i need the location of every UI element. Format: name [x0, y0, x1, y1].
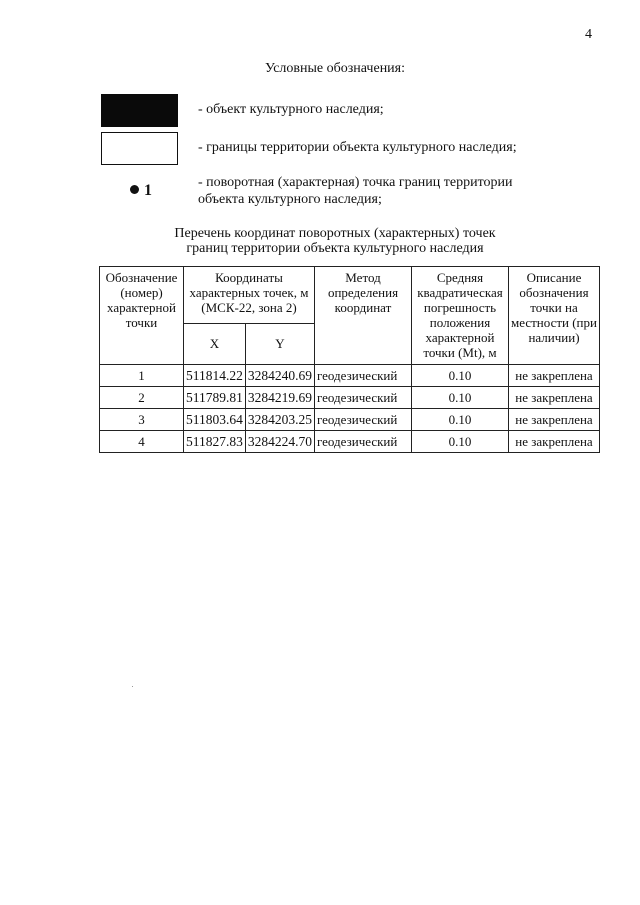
cell-error: 0.10 — [412, 431, 509, 453]
territory-boundary-swatch — [101, 132, 178, 165]
header-x: X — [184, 323, 246, 364]
cell-x: 511803.64 — [184, 409, 246, 431]
cell-y: 3284203.25 — [245, 409, 314, 431]
legend-item-heritage-object: - объект культурного наследия; — [198, 102, 384, 117]
header-y: Y — [245, 323, 314, 364]
cell-method: геодезический — [315, 365, 412, 387]
coordinates-table — [99, 266, 600, 453]
header-coordinates: Координаты характерных точек, м (МСК-22, зона 2) — [184, 267, 315, 324]
cell-x: 511789.81 — [184, 387, 246, 409]
table-row — [100, 365, 600, 387]
cell-num: 4 — [100, 431, 184, 453]
header-designation: Обозначение (номер) характерной точки — [100, 267, 184, 365]
legend-title: Условные обозначения: — [264, 61, 406, 76]
cell-method: геодезический — [315, 431, 412, 453]
scan-speck — [132, 686, 133, 687]
cell-num: 3 — [100, 409, 184, 431]
cell-x: 511827.83 — [184, 431, 246, 453]
table-title-line-2: границ территории объекта культурного наследия — [186, 241, 484, 256]
cell-error: 0.10 — [412, 365, 509, 387]
table-row — [100, 431, 600, 453]
page-number: 4 — [585, 27, 592, 42]
table-title — [0, 226, 640, 256]
turning-point-symbol — [130, 182, 152, 200]
cell-description: не закреплена — [509, 431, 600, 453]
cell-method: геодезический — [315, 387, 412, 409]
cell-y: 3284224.70 — [245, 431, 314, 453]
header-method: Метод определения координат — [315, 267, 412, 365]
table-row — [100, 387, 600, 409]
point-dot-icon — [130, 185, 139, 194]
table-title-line-1: Перечень координат поворотных (характерных) точек — [174, 226, 496, 241]
cell-method: геодезический — [315, 409, 412, 431]
table-row — [100, 409, 600, 431]
cell-description: не закреплена — [509, 365, 600, 387]
cell-num: 1 — [100, 365, 184, 387]
cell-description: не закреплена — [509, 409, 600, 431]
cell-description: не закреплена — [509, 387, 600, 409]
heritage-object-swatch — [101, 94, 178, 127]
cell-num: 2 — [100, 387, 184, 409]
legend-item-territory-boundary: - границы территории объекта культурного наследия; — [198, 140, 517, 155]
legend-item-turning-point: - поворотная (характерная) точка границ территории объекта культурного наследия; — [198, 175, 513, 207]
header-description: Описание обозначения точки на местности (при наличии) — [509, 267, 600, 365]
cell-error: 0.10 — [412, 409, 509, 431]
cell-y: 3284240.69 — [245, 365, 314, 387]
header-error: Средняя квадратическая погрешность положения характерной точки (Mt), м — [412, 267, 509, 365]
point-symbol-label: 1 — [144, 182, 152, 199]
cell-x: 511814.22 — [184, 365, 246, 387]
header-row — [100, 267, 600, 324]
cell-error: 0.10 — [412, 387, 509, 409]
cell-y: 3284219.69 — [245, 387, 314, 409]
